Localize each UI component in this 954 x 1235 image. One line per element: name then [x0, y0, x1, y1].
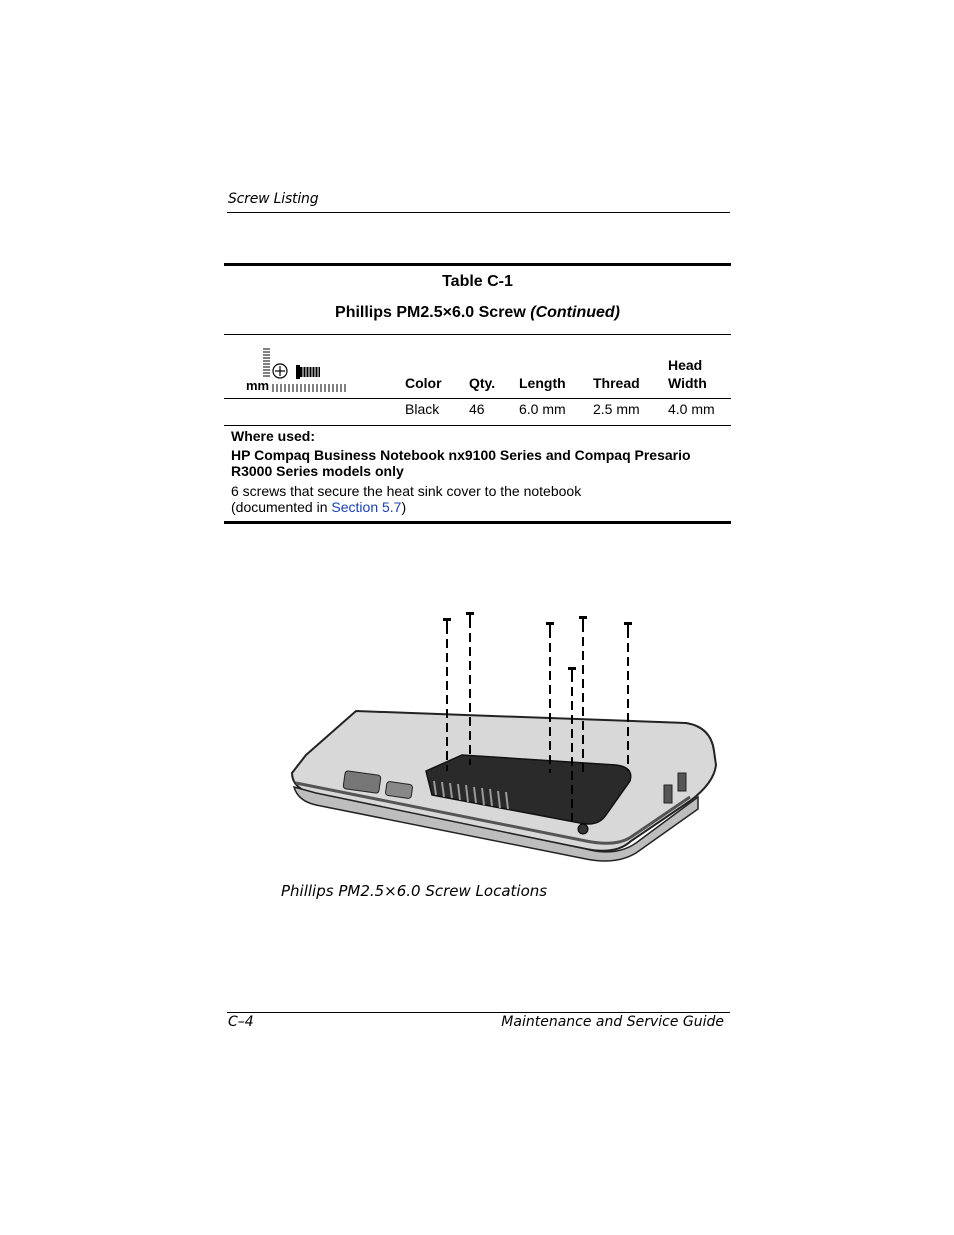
- table-bottom-rule: [224, 521, 731, 524]
- col-header-color: Color: [405, 375, 442, 391]
- port-right-1: [678, 773, 686, 791]
- where-used-label: Where used:: [231, 428, 316, 444]
- port-right-2: [664, 785, 672, 803]
- table-header-rule: [224, 334, 731, 335]
- where-used-description-line2: [231, 499, 406, 515]
- section-link[interactable]: Section 5.7: [331, 499, 402, 515]
- running-header: Screw Listing: [228, 191, 319, 207]
- col-header-length: Length: [519, 375, 566, 391]
- col-header-thread: Thread: [593, 375, 640, 391]
- guide-title: Maintenance and Service Guide: [501, 1014, 724, 1030]
- table-subtitle-text: Phillips PM2.5×6.0 Screw: [335, 304, 526, 321]
- col-header-qty: Qty.: [469, 375, 496, 391]
- page-number: C–4: [228, 1014, 254, 1030]
- col-header-head-width-line1: Head: [668, 357, 703, 373]
- where-used-models-line1: HP Compaq Business Notebook nx9100 Series and Compaq Presario: [231, 447, 691, 463]
- figure-caption: Phillips PM2.5×6.0 Screw Locations: [281, 882, 548, 900]
- cell-length: 6.0 mm: [519, 401, 566, 417]
- table-top-rule: [224, 263, 731, 266]
- cell-thread: 2.5 mm: [593, 401, 640, 417]
- table-subtitle: [224, 304, 731, 322]
- description-prefix: (documented in: [231, 499, 332, 515]
- notebook-screw-locations-figure: [286, 605, 722, 865]
- table-column-rule: [224, 398, 731, 399]
- table-title: Table C-1: [442, 273, 513, 290]
- header-rule: [227, 212, 730, 213]
- cell-qty: 46: [469, 401, 485, 417]
- table-subtitle-suffix: (Continued): [530, 304, 620, 321]
- table-row-rule: [224, 425, 731, 426]
- where-used-description-line1: 6 screws that secure the heat sink cover to the notebook: [231, 483, 582, 499]
- screw-hole: [578, 824, 588, 834]
- col-header-head-width-line2: Width: [668, 375, 707, 391]
- cell-head-width: 4.0 mm: [668, 401, 715, 417]
- port-left-2: [385, 781, 413, 798]
- ruler-unit-label: mm: [246, 378, 270, 393]
- where-used-models-line2: R3000 Series models only: [231, 463, 404, 479]
- description-suffix: ): [401, 499, 407, 515]
- screw-icons: [443, 612, 632, 675]
- cell-color: Black: [405, 401, 440, 417]
- footer-rule: [227, 1012, 730, 1013]
